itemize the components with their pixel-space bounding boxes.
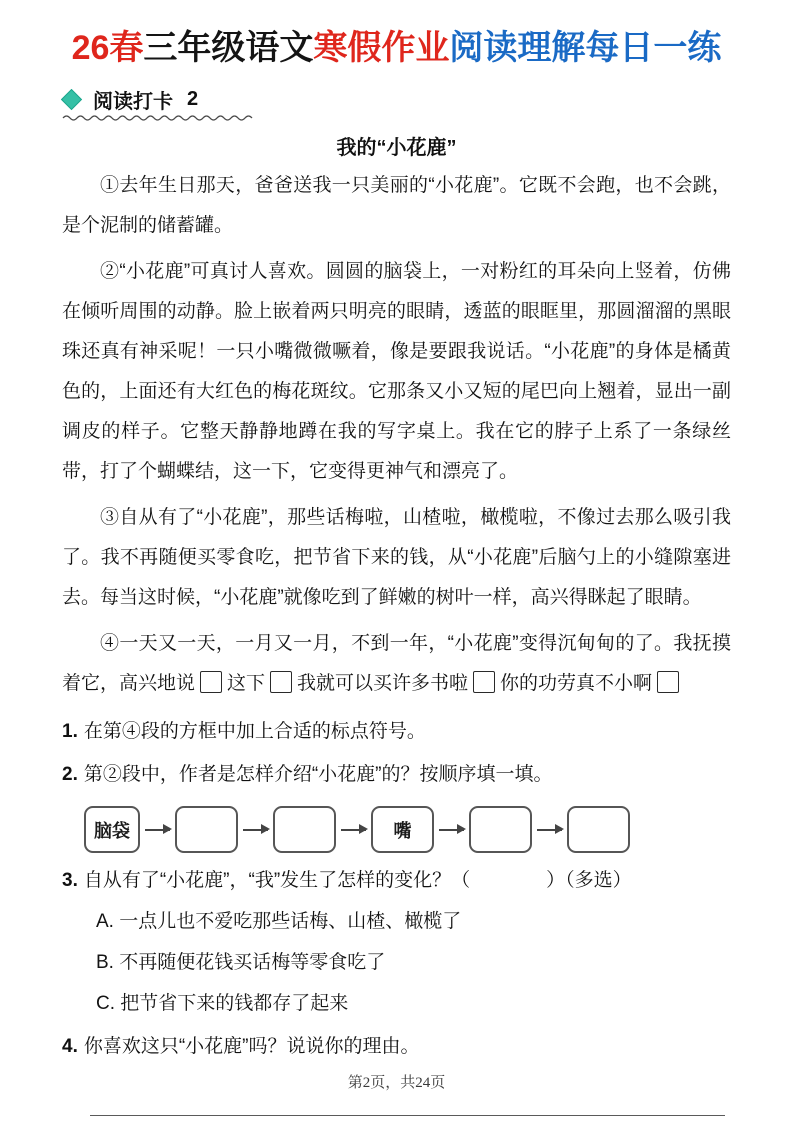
- question-3-number: 3.: [62, 870, 78, 891]
- question-1-text: 在第④段的方框中加上合适的标点符号。: [83, 721, 426, 742]
- punctuation-box-4[interactable]: [657, 671, 679, 693]
- question-3-option-c: C. 把节省下来的钱都存了起来: [96, 993, 349, 1014]
- badge-number: 2: [187, 87, 199, 110]
- arrow-right-icon: [439, 829, 464, 831]
- flow-box-blank[interactable]: [273, 806, 336, 853]
- arrow-right-icon: [341, 829, 366, 831]
- diamond-icon: [61, 88, 82, 109]
- title-segment-holiday: 寒假作业: [313, 29, 450, 67]
- punctuation-box-1[interactable]: [200, 671, 222, 693]
- paragraph-4-seg3: 我就可以买许多书啦: [297, 673, 469, 694]
- flow-box-blank[interactable]: [175, 806, 238, 853]
- title-segment-topic: 阅读理解每日一练: [449, 29, 722, 67]
- paragraph-2: ②“小花鹿”可真讨人喜欢。圆圆的脑袋上，一对粉红的耳朵向上竖着，仿佛在倾听周围的动静。脸上嵌着两只明亮的眼睛，透蓝的眼眶里，那圆溜溜的黑眼珠还真有神采呢！一只小嘴微微噘着，像是要跟我说话。“小花鹿”的身体是橘黄色的，上面还有大红色的梅花斑纹。它那条又小又短的尾巴向上翘着，显出一副调皮的样子。它整天静静地蹲在我的写字桌上。我在它的脖子上系了一条绿丝带，打了个蝴蝶结，这一下，它变得更神气和漂亮了。: [62, 261, 731, 482]
- question-3: [62, 866, 731, 896]
- badge-label: 阅读打卡: [93, 90, 173, 113]
- paragraph-4: [62, 624, 731, 704]
- question-2-text: 第②段中，作者是怎样介绍“小花鹿”的？按顺序填一填。: [83, 764, 553, 785]
- paragraph-3: ③自从有了“小花鹿”，那些话梅啦，山楂啦，橄榄啦，不像过去那么吸引我了。我不再随便买零食吃，把节省下来的钱，从“小花鹿”后脑勺上的小缝隙塞进去。每当这时候，“小花鹿”就像吃到了鲜嫩的树叶一样，高兴得眯起了眼睛。: [62, 507, 731, 608]
- paragraph-4-seg4: 你的功劳真不小啊: [500, 673, 653, 694]
- page-footer: 第2页，共24页: [347, 1075, 446, 1091]
- page-title: [62, 24, 731, 72]
- title-segment-grade: 三年级语文: [143, 29, 314, 67]
- flow-box-blank[interactable]: [567, 806, 630, 853]
- question-2: [62, 760, 731, 790]
- answer-line-2[interactable]: [90, 1116, 725, 1122]
- paragraph-1: ①去年生日那天，爸爸送我一只美丽的“小花鹿”。它既不会跑，也不会跳，是个泥制的储蓄罐。: [62, 175, 731, 236]
- reading-badge: [62, 86, 731, 112]
- wavy-underline: [62, 113, 258, 121]
- question-4-number: 4.: [62, 1036, 78, 1057]
- question-3-option-a: A. 一点儿也不爱吃那些话梅、山楂、橄榄了: [96, 911, 462, 932]
- title-segment-term: 26春: [71, 29, 144, 67]
- arrow-right-icon: [537, 829, 562, 831]
- question-2-number: 2.: [62, 764, 78, 785]
- flow-box-labeled: 脑袋: [84, 806, 140, 853]
- question-1-number: 1.: [62, 721, 78, 742]
- arrow-right-icon: [145, 829, 170, 831]
- flow-box-labeled: 嘴: [371, 806, 434, 853]
- paragraph-4-seg2: 这下: [227, 673, 266, 694]
- question-3-text: 自从有了“小花鹿”，“我”发生了怎样的变化？（ ）（多选）: [83, 870, 632, 891]
- question-4-text: 你喜欢这只“小花鹿”吗？说说你的理由。: [83, 1036, 420, 1057]
- punctuation-box-3[interactable]: [473, 671, 495, 693]
- paragraph-4-lead: ④一天又一天，一月又一月，不到一年，“小花鹿”变得沉甸甸的了。我抚摸着它，高兴地说: [62, 633, 731, 694]
- article-title: 我的“小花鹿”: [336, 137, 457, 159]
- question-3-option-b: B. 不再随便花钱买话梅等零食吃了: [96, 952, 386, 973]
- punctuation-box-2[interactable]: [270, 671, 292, 693]
- arrow-right-icon: [243, 829, 268, 831]
- question-4: [62, 1032, 731, 1062]
- flow-box-blank[interactable]: [469, 806, 532, 853]
- question-1: [62, 717, 731, 747]
- flowchart: [84, 806, 731, 853]
